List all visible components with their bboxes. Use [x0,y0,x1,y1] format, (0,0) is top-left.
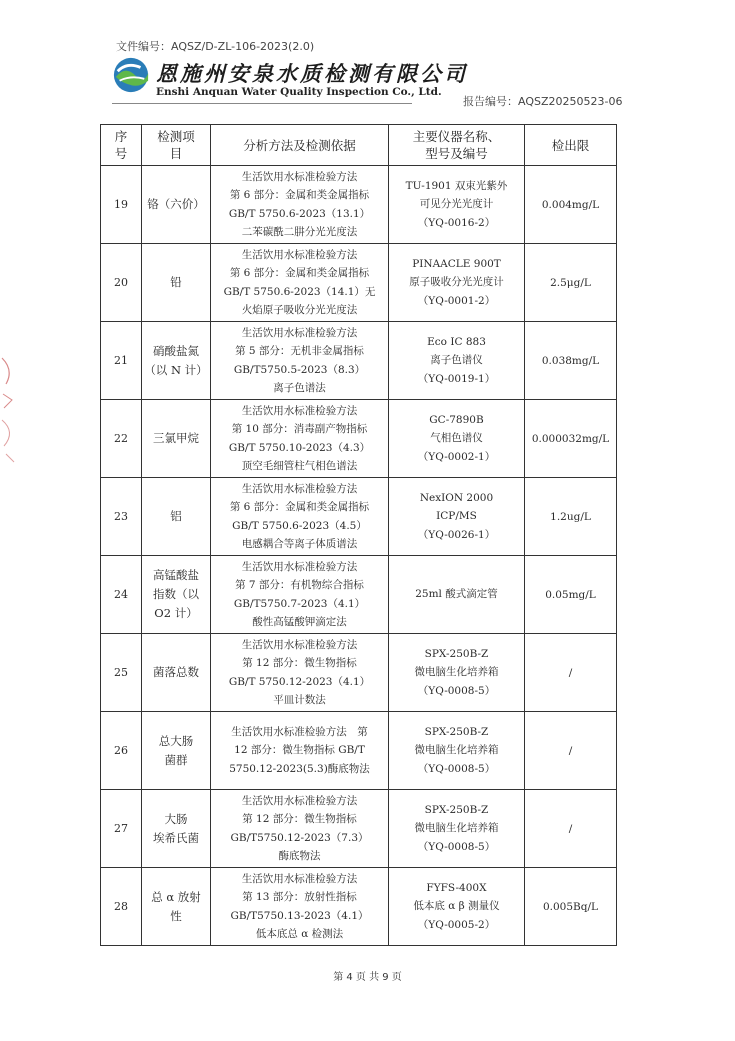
cell-item: 铅 [142,244,211,322]
cell-method: 生活饮用水标准检验方法 第 12 部分：微生物指标 GB/T 5750.12-2023(5.3)酶底物法 [211,712,389,790]
cell-limit: 0.005Bq/L [525,868,617,946]
cell-seq: 25 [101,634,142,712]
cell-seq: 19 [101,166,142,244]
cell-limit: 2.5μg/L [525,244,617,322]
header-limit: 检出限 [525,125,617,166]
cell-seq: 23 [101,478,142,556]
cell-seq: 28 [101,868,142,946]
cell-seq: 27 [101,790,142,868]
header-item: 检测项 目 [142,125,211,166]
company-logo-icon [112,56,150,94]
cell-limit: / [525,634,617,712]
table-row [101,166,617,244]
cell-instrument: SPX-250B-Z 微电脑生化培养箱 （YQ-0008-5） [389,712,525,790]
table-row [101,244,617,322]
cell-seq: 22 [101,400,142,478]
cell-instrument: SPX-250B-Z 微电脑生化培养箱 （YQ-0008-5） [389,790,525,868]
cell-item: 大肠 埃希氏菌 [142,790,211,868]
cell-method: 生活饮用水标准检验方法 第 12 部分：微生物指标 GB/T 5750.12-2023（4.1） 平皿计数法 [211,634,389,712]
cell-method: 生活饮用水标准检验方法 第 6 部分：金属和类金属指标 GB/T 5750.6-2023（14.1）无 火焰原子吸收分光光度法 [211,244,389,322]
table-header-row [101,125,617,166]
report-number: 报告编号：AQSZ20250523-06 [463,95,623,108]
cell-limit: 0.000032mg/L [525,400,617,478]
cell-instrument: GC-7890B 气相色谱仪 （YQ-0002-1） [389,400,525,478]
cell-seq: 26 [101,712,142,790]
table-row [101,634,617,712]
header-method: 分析方法及检测依据 [211,125,389,166]
header-instrument: 主要仪器名称、 型号及编号 [389,125,525,166]
cell-limit: 0.004mg/L [525,166,617,244]
cell-method: 生活饮用水标准检验方法 第 6 部分：金属和类金属指标 GB/T 5750.6-2023（13.1） 二苯碳酰二肼分光光度法 [211,166,389,244]
cell-item: 铬（六价） [142,166,211,244]
cell-item: 总 α 放射 性 [142,868,211,946]
cell-method: 生活饮用水标准检验方法 第 13 部分：放射性指标 GB/T5750.13-2023（4.1） 低本底总 α 检测法 [211,868,389,946]
cell-seq: 20 [101,244,142,322]
company-name-cn: 恩施州安泉水质检测有限公司 [156,61,468,86]
table-row [101,790,617,868]
cell-item: 总大肠 菌群 [142,712,211,790]
cell-item: 硝酸盐氮 （以 N 计） [142,322,211,400]
page-number: 第 4 页 共 9 页 [333,972,402,983]
cell-item: 三氯甲烷 [142,400,211,478]
cell-limit: 0.038mg/L [525,322,617,400]
cell-seq: 21 [101,322,142,400]
cell-instrument: PINAACLE 900T 原子吸收分光光度计 （YQ-0001-2） [389,244,525,322]
cell-method: 生活饮用水标准检验方法 第 6 部分：金属和类金属指标 GB/T 5750.6-2023（4.5） 电感耦合等离子体质谱法 [211,478,389,556]
table-row [101,868,617,946]
seal-stamp-fragment [0,350,22,470]
test-items-table [100,124,617,946]
cell-instrument: SPX-250B-Z 微电脑生化培养箱 （YQ-0008-5） [389,634,525,712]
header-seq: 序 号 [101,125,142,166]
cell-method: 生活饮用水标准检验方法 第 5 部分：无机非金属指标 GB/T5750.5-2023（8.3） 离子色谱法 [211,322,389,400]
cell-instrument: Eco IC 883 离子色谱仪 （YQ-0019-1） [389,322,525,400]
table-row [101,478,617,556]
table-row [101,556,617,634]
cell-method: 生活饮用水标准检验方法 第 10 部分：消毒副产物指标 GB/T 5750.10-2023（4.3） 顶空毛细管柱气相色谱法 [211,400,389,478]
cell-instrument: FYFS-400X 低本底 α β 测量仪 （YQ-0005-2） [389,868,525,946]
table-row [101,322,617,400]
cell-limit: / [525,712,617,790]
company-name-en: Enshi Anquan Water Quality Inspection Co., Ltd. [156,86,442,98]
document-number: 文件编号：AQSZ/D-ZL-106-2023(2.0) [116,40,315,53]
cell-limit: 0.05mg/L [525,556,617,634]
cell-method: 生活饮用水标准检验方法 第 7 部分：有机物综合指标 GB/T5750.7-2023（4.1） 酸性高锰酸钾滴定法 [211,556,389,634]
cell-item: 铝 [142,478,211,556]
cell-instrument: 25ml 酸式滴定管 [389,556,525,634]
cell-item: 高锰酸盐 指数（以 O2 计） [142,556,211,634]
cell-item: 菌落总数 [142,634,211,712]
header-divider [112,103,412,104]
cell-limit: 1.2ug/L [525,478,617,556]
cell-method: 生活饮用水标准检验方法 第 12 部分：微生物指标 GB/T5750.12-2023（7.3） 酶底物法 [211,790,389,868]
cell-seq: 24 [101,556,142,634]
cell-instrument: TU-1901 双束光紫外 可见分光光度计 （YQ-0016-2） [389,166,525,244]
cell-limit: / [525,790,617,868]
cell-instrument: NexION 2000 ICP/MS （YQ-0026-1） [389,478,525,556]
table-row [101,400,617,478]
table-row [101,712,617,790]
